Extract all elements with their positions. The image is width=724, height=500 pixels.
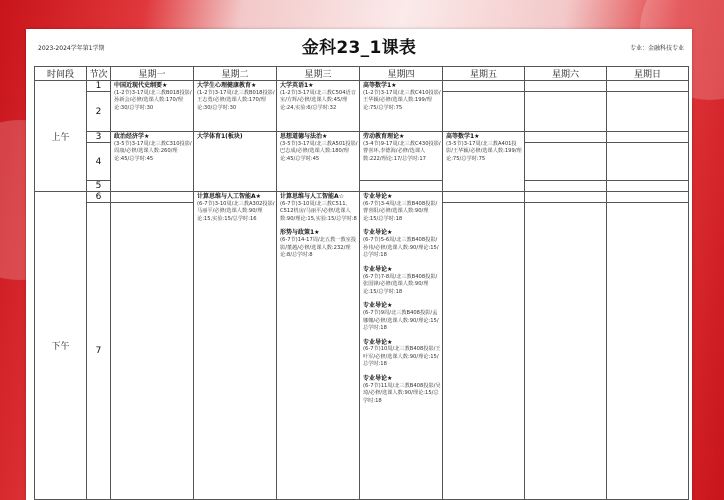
course-name: 专业导论★ xyxy=(363,193,393,200)
period-row-6 xyxy=(35,192,689,203)
empty-cell xyxy=(443,81,525,92)
empty-cell xyxy=(607,81,689,92)
period-row-1 xyxy=(35,81,689,92)
course-detail: (1-2节)3-17周/北三教C410投影/王华颖/必修/选课人数:199/理论:75/总学时:75 xyxy=(363,89,441,111)
empty-cell xyxy=(525,203,607,500)
course-cell-mon-34[interactable] xyxy=(111,132,194,192)
empty-cell xyxy=(607,192,689,203)
period-number: 4 xyxy=(87,143,111,181)
course-detail: (3-5节)3-17周/北三教C310投影/周康/必修/选课人数:260/理论:45/总学时:45 xyxy=(114,140,192,162)
col-header-period: 节次 xyxy=(87,67,111,81)
course-detail: (6-7节)14-17周/北五教一教室投影/董越/必修/选课人数:232/理论:8/总学时:8 xyxy=(280,237,357,259)
course-name: 大学体育1(板块) xyxy=(197,133,243,140)
course-name: 劳动教育理论★ xyxy=(363,133,405,140)
col-header-thu: 星期四 xyxy=(360,67,443,81)
course-name: 专业导论★ xyxy=(363,265,393,273)
course-cell-fri-34[interactable] xyxy=(443,132,525,192)
course-cell-thu-67[interactable] xyxy=(360,192,443,500)
course-detail: (6-7节)3-4周/北三教B408投影/曹喜阳/必修/选课人数:90/理论:15/总学时:18 xyxy=(363,200,438,222)
course-detail: (1-2节)3-17周/北三教B018投影/王志勇/必修/选课人数:170/理论:30/总学时:30 xyxy=(197,89,275,111)
col-header-sat: 星期六 xyxy=(525,67,607,81)
course-detail: (6-7节)9周/北三教B408投影/孟娜娜/必修/选课人数:90/理论:15/总学时:18 xyxy=(363,309,439,332)
course-detail: (6-7节)11周/北三教B408投影/吴琦/必修/选课人数:90/理论:15/总学时:18 xyxy=(363,382,441,404)
period-number: 2 xyxy=(87,92,111,132)
course-name: 专业导论★ xyxy=(363,374,393,382)
header-row xyxy=(35,67,689,81)
timetable-grid xyxy=(34,66,689,500)
course-cell-tue-67[interactable] xyxy=(194,192,277,500)
semester-label: 2023-2024学年第1学期 xyxy=(38,45,105,52)
course-cell-thu-34[interactable] xyxy=(360,132,443,181)
empty-cell xyxy=(360,181,443,192)
course-cell-wed-67[interactable] xyxy=(277,192,360,500)
period-number: 6 xyxy=(87,192,111,203)
period-number: 5 xyxy=(87,181,111,192)
course-cell-tue-34[interactable] xyxy=(194,132,277,192)
empty-cell xyxy=(525,92,607,132)
empty-cell xyxy=(525,81,607,92)
empty-cell xyxy=(607,143,689,181)
col-header-mon: 星期一 xyxy=(111,67,194,81)
empty-cell xyxy=(443,192,525,203)
col-header-time: 时间段 xyxy=(35,67,87,81)
course-detail: (6-7节)7-8周/北三教B408投影/张国锋/必修/选课人数:90/理论:15/总学时:18 xyxy=(363,273,438,295)
course-cell-tue-12[interactable] xyxy=(194,81,277,132)
col-header-tue: 星期二 xyxy=(194,67,277,81)
course-detail: (6-7节)3-10周/北三教A302投影/马丽平/必修/选课人数:90/理论:15,实验:15/总学时:16 xyxy=(197,200,275,222)
col-header-sun: 星期日 xyxy=(607,67,689,81)
course-cell-wed-34[interactable] xyxy=(277,132,360,192)
course-name: 大学英语1★ xyxy=(280,82,314,89)
course-cell-thu-12[interactable] xyxy=(360,81,443,132)
course-cell-wed-12[interactable] xyxy=(277,81,360,132)
col-header-wed: 星期三 xyxy=(277,67,360,81)
period-number: 1 xyxy=(87,81,111,92)
course-name: 专业导论★ xyxy=(363,302,393,310)
empty-cell xyxy=(607,132,689,143)
period-row-3 xyxy=(35,132,689,143)
course-detail: (6-7节)3-10周/北三教C511、C512机房/马丽平/必修/选课人数:90/理论:15,实验:15/总学时:8 xyxy=(280,200,357,222)
time-slot-afternoon: 下午 xyxy=(35,192,87,500)
course-name: 计算思维与人工智能A★ xyxy=(197,193,262,200)
empty-cell xyxy=(525,132,607,143)
period-number: 7 xyxy=(87,203,111,500)
course-detail: (1-2节)3-17周/北三教B018投影/孙新会/必修/选课人数:170/理论:30/总学时:30 xyxy=(114,89,192,111)
course-detail: (3-5节)3-17周/北三教A501投影/巴志成/必修/选课人数:180/理论:45/总学时:45 xyxy=(280,140,358,162)
page-title: 金科23_1课表 xyxy=(301,38,417,58)
course-name: 高等数学1★ xyxy=(446,133,480,140)
course-name: 高等数学1★ xyxy=(363,82,397,89)
course-name: 中国近现代史纲要★ xyxy=(114,82,168,89)
period-number: 3 xyxy=(87,132,111,143)
course-name: 思想道德与法治★ xyxy=(280,133,328,140)
course-name: 专业导论★ xyxy=(363,229,393,237)
course-name: 计算思维与人工智能A☆ xyxy=(280,193,345,200)
empty-cell xyxy=(525,143,607,181)
course-detail: (6-7节)10周/北三教B408投影/王叶军/必修/选课人数:90/理论:15/总学时:18 xyxy=(363,346,441,368)
major-label: 专业：金融科技专业 xyxy=(629,45,684,52)
course-detail: (3-5节)3-17周/北三教A401投影/王华颖/必修/选课人数:199/理论:75/总学时:75 xyxy=(446,140,522,162)
empty-cell xyxy=(525,181,607,192)
course-name: 政治经济学★ xyxy=(114,133,150,140)
empty-cell xyxy=(111,192,194,203)
empty-cell xyxy=(443,203,525,500)
time-slot-morning: 上午 xyxy=(35,81,87,192)
empty-cell xyxy=(607,92,689,132)
empty-cell xyxy=(607,203,689,500)
course-name: 大学生心理健康教育★ xyxy=(197,82,257,89)
col-header-fri: 星期五 xyxy=(443,67,525,81)
timetable-sheet xyxy=(26,29,692,500)
course-detail: (1-2节)3-17周/北三教C504语音室/方辉/必修/选课人数:45/理论:24,实验:6/总学时:32 xyxy=(280,89,356,111)
course-cell-mon-12[interactable] xyxy=(111,81,194,132)
empty-cell xyxy=(111,203,194,500)
empty-cell xyxy=(525,192,607,203)
course-name: 专业导论★ xyxy=(363,338,393,346)
empty-cell xyxy=(443,92,525,132)
empty-cell xyxy=(607,181,689,192)
course-detail: (6-7节)5-6周/北三教B408投影/孙伟/必修/选课人数:90/理论:15/总学时:18 xyxy=(363,237,439,259)
course-detail: (3-4节)9-17周/北三教C430投影/曹喜环,李德海/必修/选课人数:222/理论:17/总学时:17 xyxy=(363,140,441,162)
course-name: 形势与政策1★ xyxy=(280,229,320,237)
